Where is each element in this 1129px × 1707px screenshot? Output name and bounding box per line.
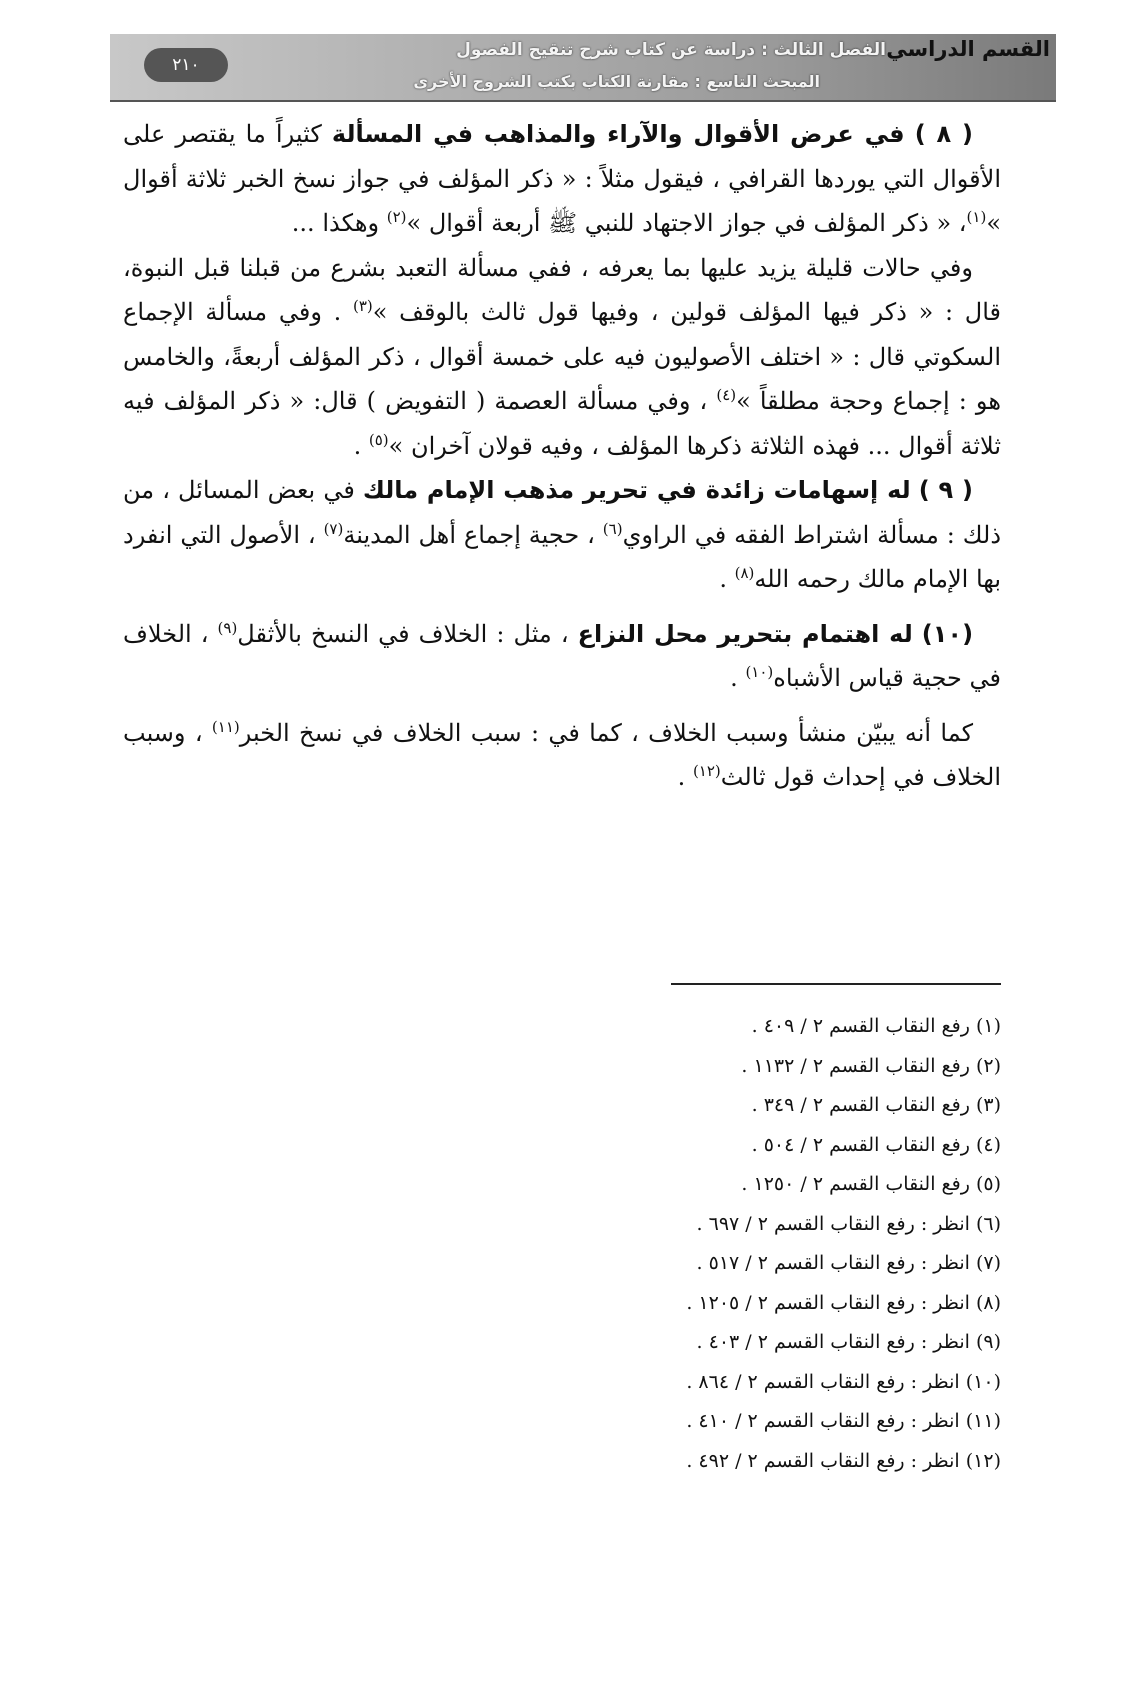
- footnote-ref: (٩): [217, 618, 238, 637]
- paragraph-text: في بعض المسائل ، من ذلك : مسألة اشتراط الفقه في الراوي: [123, 476, 1002, 549]
- paragraph-text: ، « ذكر المؤلف في جواز الاجتهاد للنبي ﷺ أربعة أقوال »: [406, 209, 967, 237]
- footnote-ref: (٣): [352, 297, 373, 315]
- paragraph-9: [123, 468, 1001, 602]
- footnote-ref: (٥): [368, 430, 389, 449]
- paragraph-text: .: [353, 431, 362, 460]
- running-header: [110, 34, 1056, 102]
- point-number: ( ٨ ): [914, 120, 974, 148]
- footnote-ref: (٧): [323, 519, 344, 538]
- paragraph-text: وفي حالات قليلة يزيد عليها بما يعرفه ، ففي مسألة التعبد بشرع من قبلنا قبل النبوة، قال : « ذكر فيها المؤلف قولين ، وفيها قول ثالث بالوقف »: [123, 253, 1001, 326]
- footnote-ref: (٤): [716, 386, 737, 404]
- footnote-item: (٨) انظر : رفع النقاب القسم ٢ / ١٢٠٥ .: [686, 1291, 1001, 1314]
- header-section-title: المبحث التاسع : مقارنة الكتاب بكتب الشروح الأخرى: [413, 72, 820, 91]
- paragraph-text: ، الأصول التي انفرد بها الإمام مالك رحمه الله: [123, 520, 1001, 593]
- page-number: ٢١٠: [144, 48, 228, 82]
- footnote-item: (٩) انظر : رفع النقاب القسم ٢ / ٤٠٣ .: [696, 1331, 1001, 1353]
- paragraph-causes: [123, 711, 1001, 800]
- point-lead: له اهتمام بتحرير محل النزاع: [577, 619, 913, 648]
- footnote-item: (٦) انظر : رفع النقاب القسم ٢ / ٦٩٧ .: [696, 1212, 1001, 1235]
- footnote-separator: [671, 983, 1001, 985]
- paragraph-text: كثيراً ما يقتصر على الأقوال التي يوردها القرافي ، فيقول مثلاً : « ذكر المؤلف في جواز نسخ الخبر ثلاثة أقوال »: [123, 120, 1001, 237]
- footnote-ref: (١١): [211, 717, 240, 736]
- footnote-ref: (٦): [602, 519, 623, 538]
- paragraph-text: .: [730, 664, 738, 692]
- body-text: [123, 112, 1001, 800]
- point-number: (١٠): [921, 619, 974, 648]
- footnote-item: (١١) انظر : رفع النقاب القسم ٢ / ٤١٠ .: [686, 1410, 1001, 1432]
- paragraph-text: .: [677, 763, 686, 791]
- paragraph-text: ، وسبب الخلاف في إحداث قول ثالث: [123, 718, 1001, 791]
- footnote-item: (٧) انظر : رفع النقاب القسم ٢ / ٥١٧ .: [696, 1252, 1001, 1274]
- point-number: ( ٩ ): [918, 476, 973, 504]
- paragraph-text: ، حجية إجماع أهل المدينة: [343, 520, 595, 549]
- paragraph-text: ، الخلاف في حجية قياس الأشباه: [123, 619, 1001, 692]
- footnote-ref: (٨): [734, 564, 755, 582]
- footnote-ref: (٢): [386, 208, 407, 226]
- footnotes-list: [401, 1007, 1001, 1481]
- paragraph-text: وهكذا ...: [291, 209, 380, 237]
- point-lead: له إسهامات زائدة في تحرير مذهب الإمام مالك: [362, 476, 911, 504]
- paragraph-text: كما أنه يبيّن منشأ وسبب الخلاف ، كما في : سبب الخلاف في نسخ الخبر: [239, 718, 973, 747]
- paragraph-additions: [123, 246, 1001, 469]
- footnote-item: (٤) رفع النقاب القسم ٢ / ٥٠٤ .: [751, 1133, 1001, 1156]
- footnote-ref: (١٢): [692, 762, 721, 780]
- paragraph-text: ، وفي مسألة العصمة ( التفويض ) قال: « ذكر المؤلف فيه ثلاثة أقوال ... فهذه الثلاثة ذكرها المؤلف ، وفيه قولان آخران »: [123, 387, 1001, 460]
- footnote-item: (٥) رفع النقاب القسم ٢ / ١٢٥٠ .: [741, 1173, 1001, 1195]
- header-part-title: القسم الدراسي: [886, 37, 1050, 61]
- footnote-item: (٣) رفع النقاب القسم ٢ / ٣٤٩ .: [751, 1094, 1001, 1116]
- footnote-item: (١٢) انظر : رفع النقاب القسم ٢ / ٤٩٢ .: [686, 1449, 1001, 1472]
- paragraph-10: [123, 612, 1001, 701]
- footnote-item: (٢) رفع النقاب القسم ٢ / ١١٣٢ .: [741, 1054, 1001, 1077]
- footnote-item: (١) رفع النقاب القسم ٢ / ٤٠٩ .: [751, 1015, 1001, 1037]
- footnote-ref: (١): [966, 208, 987, 226]
- paragraph-text: ، مثل : الخلاف في النسخ بالأثقل: [237, 619, 569, 648]
- paragraph-text: .: [719, 565, 727, 593]
- footnote-item: (١٠) انظر : رفع النقاب القسم ٢ / ٨٦٤ .: [686, 1370, 1001, 1393]
- footnote-ref: (١٠): [745, 663, 774, 681]
- point-lead: في عرض الأقوال والآراء والمذاهب في المسألة: [331, 120, 905, 148]
- header-chapter-title: الفصل الثالث : دراسة عن كتاب شرح تنقيح الفصول: [456, 40, 886, 60]
- paragraph-text: . وفي مسألة الإجماع السكوتي قال : « اختلف الأصوليون فيه على خمسة أقوال ، ذكر المؤلف أربعةً، والخامس هو : إجماع وحجة مطلقاً »: [123, 298, 1001, 415]
- paragraph-8: [123, 112, 1001, 246]
